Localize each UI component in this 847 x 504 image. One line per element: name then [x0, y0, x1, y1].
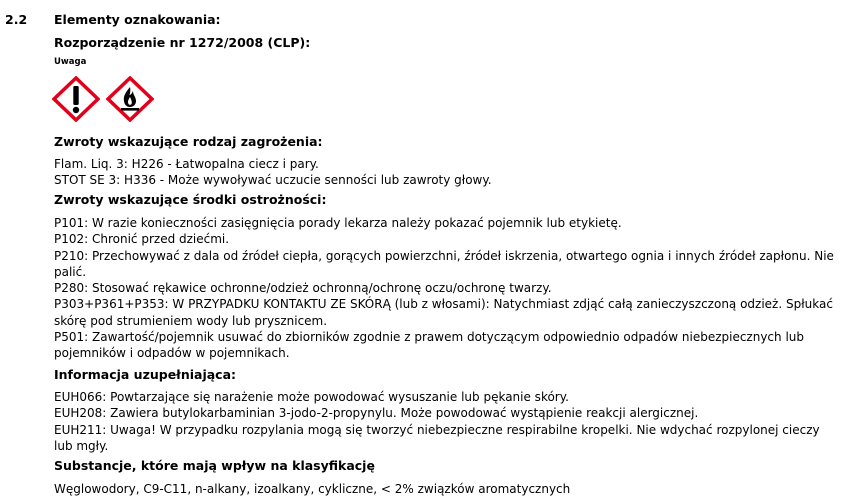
exclamation-mark-icon: [52, 76, 100, 122]
hazard-statements: [54, 156, 834, 189]
section-title: Elementy oznakowania:: [54, 12, 221, 27]
classification-substances-heading: Substancje, które mają wpływ na klasyfikację: [54, 458, 375, 473]
precautionary-statement: P101: W razie konieczności zasięgnięcia porady lekarza należy pokazać pojemnik lub etykietę.: [54, 216, 622, 230]
precautionary-statement: P303+P361+P353: W PRZYPADKU KONTAKTU ZE SKÓRĄ (lub z włosami): Natychmiast zdjąć całą zanieczyszczoną odzież. Spłukać skórę pod strumieniem wody lub prysznicem.: [54, 297, 833, 328]
regulation-heading: Rozporządzenie nr 1272/2008 (CLP):: [54, 35, 311, 50]
precautionary-statements-heading: Zwroty wskazujące środki ostrożności:: [54, 192, 327, 207]
precautionary-statement: P102: Chronić przed dziećmi.: [54, 232, 230, 247]
supplemental-info: [54, 389, 834, 454]
hazard-statement: Flam. Liq. 3: H226 - Łatwopalna ciecz i pary.: [54, 157, 319, 171]
hazard-statement: STOT SE 3: H336 - Może wywoływać uczucie senności lub zawroty głowy.: [54, 173, 492, 188]
supplemental-statement: EUH066: Powtarzające się narażenie może powodować wysuszanie lub pękanie skóry.: [54, 390, 569, 404]
supplemental-statement: EUH208: Zawiera butylokarbaminian 3-jodo-2-propynylu. Może powodować wystąpienie reakcji alergicznej.: [54, 406, 699, 421]
hazard-statements-heading: Zwroty wskazujące rodzaj zagrożenia:: [54, 134, 323, 149]
signal-word: Uwaga: [54, 57, 87, 67]
precautionary-statement: P280: Stosować rękawice ochronne/odzież ochronną/ochronę oczu/ochronę twarzy.: [54, 281, 552, 296]
section-number: 2.2: [5, 12, 28, 27]
precautionary-statement: P210: Przechowywać z dala od źródeł ciepła, gorących powierzchni, źródeł iskrzenia, otwartego ognia i innych źródeł zapłonu. Nie palić.: [54, 248, 834, 279]
classification-substances: Węglowodory, C9-C11, n-alkany, izoalkany, cykliczne, < 2% związków aromatycznych: [54, 482, 571, 496]
precautionary-statement: P501: Zawartość/pojemnik usuwać do zbiorników zgodnie z prawem dotyczącym odpowiednio odpadów niebezpiecznych lub pojemników i odpadów w pojemnikach.: [54, 330, 805, 361]
supplemental-info-heading: Informacja uzupełniająca:: [54, 367, 237, 382]
precautionary-statements: [54, 215, 834, 362]
supplemental-statement: EUH211: Uwaga! W przypadku rozpylania mogą się tworzyć niebezpieczne respirabilne kropelki. Nie wdychać rozpylonej cieczy lub mgły.: [54, 422, 820, 453]
ghs-pictograms: [52, 76, 154, 122]
flame-icon: [106, 76, 154, 122]
